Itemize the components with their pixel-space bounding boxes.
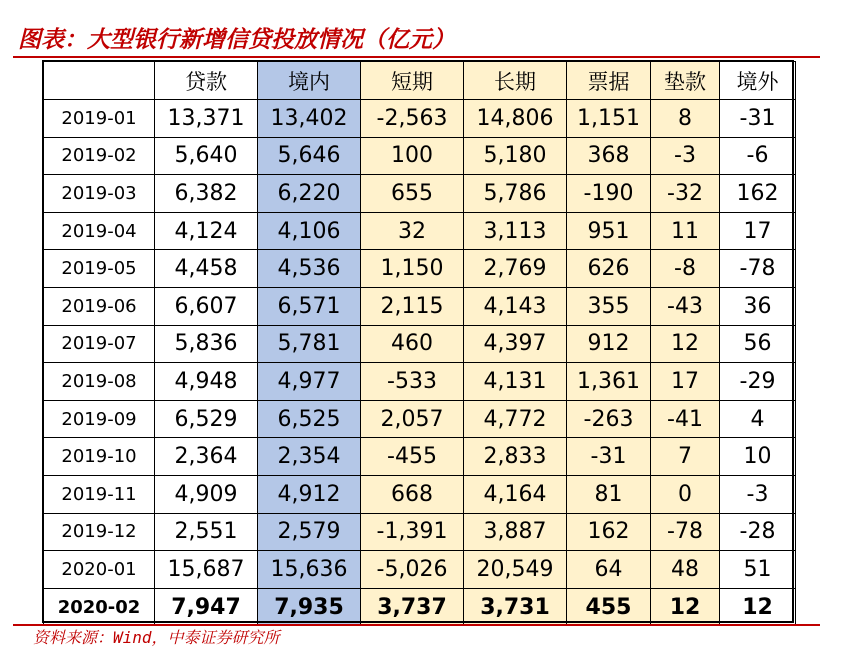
date-cell: 2019-01 xyxy=(44,100,155,138)
bills-cell: 1,361 xyxy=(567,363,651,401)
date-cell: 2019-11 xyxy=(44,475,155,513)
overseas-cell: -78 xyxy=(720,250,796,288)
loans-cell: 2,551 xyxy=(155,513,258,551)
table-row xyxy=(44,513,796,551)
date-cell: 2020-01 xyxy=(44,551,155,589)
bills-cell: -190 xyxy=(567,175,651,213)
domestic-cell: 15,636 xyxy=(258,551,361,589)
advances-cell: -43 xyxy=(651,287,720,325)
bills-cell: 64 xyxy=(567,551,651,589)
overseas-cell: 162 xyxy=(720,175,796,213)
bills-cell: -31 xyxy=(567,438,651,476)
advances-cell: -32 xyxy=(651,175,720,213)
short-term-cell: 32 xyxy=(361,212,464,250)
domestic-cell: 2,354 xyxy=(258,438,361,476)
bills-cell: -263 xyxy=(567,400,651,438)
domestic-cell: 6,220 xyxy=(258,175,361,213)
source-note: 资料来源：Wind，中泰证券研究所 xyxy=(33,628,280,647)
overseas-cell: -3 xyxy=(720,475,796,513)
bills-cell: 626 xyxy=(567,250,651,288)
advances-cell: -78 xyxy=(651,513,720,551)
date-cell: 2019-08 xyxy=(44,363,155,401)
short-term-cell: 460 xyxy=(361,325,464,363)
date-cell: 2019-07 xyxy=(44,325,155,363)
table-row xyxy=(44,438,796,476)
long-term-cell: 4,772 xyxy=(464,400,567,438)
domestic-cell: 4,977 xyxy=(258,363,361,401)
long-term-cell: 3,113 xyxy=(464,212,567,250)
date-cell: 2019-09 xyxy=(44,400,155,438)
figure-title: 图表：大型银行新增信贷投放情况（亿元） xyxy=(18,26,455,53)
bills-cell: 951 xyxy=(567,212,651,250)
domestic-cell: 6,571 xyxy=(258,287,361,325)
header-cell-overseas: 境外 xyxy=(720,62,796,100)
header-cell-domestic: 境内 xyxy=(258,62,361,100)
loans-cell: 6,607 xyxy=(155,287,258,325)
overseas-cell: 17 xyxy=(720,212,796,250)
date-cell: 2019-12 xyxy=(44,513,155,551)
long-term-cell: 2,833 xyxy=(464,438,567,476)
short-term-cell: -2,563 xyxy=(361,100,464,138)
header-cell-corner xyxy=(44,62,155,100)
advances-cell: -41 xyxy=(651,400,720,438)
overseas-cell: 51 xyxy=(720,551,796,589)
table-row xyxy=(44,551,796,589)
domestic-cell: 7,935 xyxy=(258,588,361,626)
overseas-cell: 4 xyxy=(720,400,796,438)
overseas-cell: 12 xyxy=(720,588,796,626)
loan-table xyxy=(43,61,796,626)
loans-cell: 5,836 xyxy=(155,325,258,363)
table-header-row xyxy=(44,62,796,100)
advances-cell: 8 xyxy=(651,100,720,138)
advances-cell: 11 xyxy=(651,212,720,250)
overseas-cell: -6 xyxy=(720,137,796,175)
short-term-cell: 2,115 xyxy=(361,287,464,325)
date-cell: 2019-06 xyxy=(44,287,155,325)
loans-cell: 4,458 xyxy=(155,250,258,288)
overseas-cell: 10 xyxy=(720,438,796,476)
short-term-cell: 668 xyxy=(361,475,464,513)
loans-cell: 4,909 xyxy=(155,475,258,513)
date-cell: 2019-03 xyxy=(44,175,155,213)
short-term-cell: 3,737 xyxy=(361,588,464,626)
advances-cell: -3 xyxy=(651,137,720,175)
long-term-cell: 4,131 xyxy=(464,363,567,401)
loans-cell: 2,364 xyxy=(155,438,258,476)
bills-cell: 912 xyxy=(567,325,651,363)
overseas-cell: -31 xyxy=(720,100,796,138)
date-cell: 2019-05 xyxy=(44,250,155,288)
advances-cell: 12 xyxy=(651,588,720,626)
header-cell-advances: 垫款 xyxy=(651,62,720,100)
bills-cell: 368 xyxy=(567,137,651,175)
short-term-cell: -5,026 xyxy=(361,551,464,589)
long-term-cell: 4,397 xyxy=(464,325,567,363)
overseas-cell: -29 xyxy=(720,363,796,401)
title-underline xyxy=(13,56,820,58)
advances-cell: -8 xyxy=(651,250,720,288)
domestic-cell: 4,106 xyxy=(258,212,361,250)
loans-cell: 6,529 xyxy=(155,400,258,438)
table-row xyxy=(44,250,796,288)
bills-cell: 162 xyxy=(567,513,651,551)
table-row xyxy=(44,100,796,138)
header-cell-bills: 票据 xyxy=(567,62,651,100)
short-term-cell: 1,150 xyxy=(361,250,464,288)
date-cell: 2020-02 xyxy=(44,588,155,626)
table-row xyxy=(44,175,796,213)
short-term-cell: -533 xyxy=(361,363,464,401)
advances-cell: 48 xyxy=(651,551,720,589)
domestic-cell: 4,912 xyxy=(258,475,361,513)
loans-cell: 5,640 xyxy=(155,137,258,175)
overseas-cell: -28 xyxy=(720,513,796,551)
table-row xyxy=(44,363,796,401)
header-cell-loans: 贷款 xyxy=(155,62,258,100)
domestic-cell: 2,579 xyxy=(258,513,361,551)
long-term-cell: 4,164 xyxy=(464,475,567,513)
loans-cell: 15,687 xyxy=(155,551,258,589)
short-term-cell: 2,057 xyxy=(361,400,464,438)
bills-cell: 1,151 xyxy=(567,100,651,138)
domestic-cell: 5,646 xyxy=(258,137,361,175)
bills-cell: 455 xyxy=(567,588,651,626)
long-term-cell: 4,143 xyxy=(464,287,567,325)
long-term-cell: 5,786 xyxy=(464,175,567,213)
long-term-cell: 3,731 xyxy=(464,588,567,626)
bills-cell: 355 xyxy=(567,287,651,325)
header-cell-short-term: 短期 xyxy=(361,62,464,100)
bills-cell: 81 xyxy=(567,475,651,513)
date-cell: 2019-02 xyxy=(44,137,155,175)
loans-cell: 4,948 xyxy=(155,363,258,401)
loans-cell: 13,371 xyxy=(155,100,258,138)
loans-cell: 4,124 xyxy=(155,212,258,250)
header-cell-long-term: 长期 xyxy=(464,62,567,100)
long-term-cell: 20,549 xyxy=(464,551,567,589)
overseas-cell: 56 xyxy=(720,325,796,363)
date-cell: 2019-10 xyxy=(44,438,155,476)
long-term-cell: 14,806 xyxy=(464,100,567,138)
advances-cell: 12 xyxy=(651,325,720,363)
table-row xyxy=(44,137,796,175)
domestic-cell: 13,402 xyxy=(258,100,361,138)
date-cell: 2019-04 xyxy=(44,212,155,250)
table-row xyxy=(44,287,796,325)
domestic-cell: 5,781 xyxy=(258,325,361,363)
table-row xyxy=(44,212,796,250)
overseas-cell: 36 xyxy=(720,287,796,325)
long-term-cell: 5,180 xyxy=(464,137,567,175)
table-row xyxy=(44,588,796,626)
source-rule xyxy=(13,624,820,626)
loans-cell: 6,382 xyxy=(155,175,258,213)
domestic-cell: 4,536 xyxy=(258,250,361,288)
table-row xyxy=(44,400,796,438)
advances-cell: 0 xyxy=(651,475,720,513)
short-term-cell: -1,391 xyxy=(361,513,464,551)
long-term-cell: 3,887 xyxy=(464,513,567,551)
short-term-cell: 100 xyxy=(361,137,464,175)
advances-cell: 7 xyxy=(651,438,720,476)
advances-cell: 17 xyxy=(651,363,720,401)
domestic-cell: 6,525 xyxy=(258,400,361,438)
long-term-cell: 2,769 xyxy=(464,250,567,288)
short-term-cell: 655 xyxy=(361,175,464,213)
table-row xyxy=(44,475,796,513)
loans-cell: 7,947 xyxy=(155,588,258,626)
table-row xyxy=(44,325,796,363)
short-term-cell: -455 xyxy=(361,438,464,476)
table-body xyxy=(44,100,796,626)
